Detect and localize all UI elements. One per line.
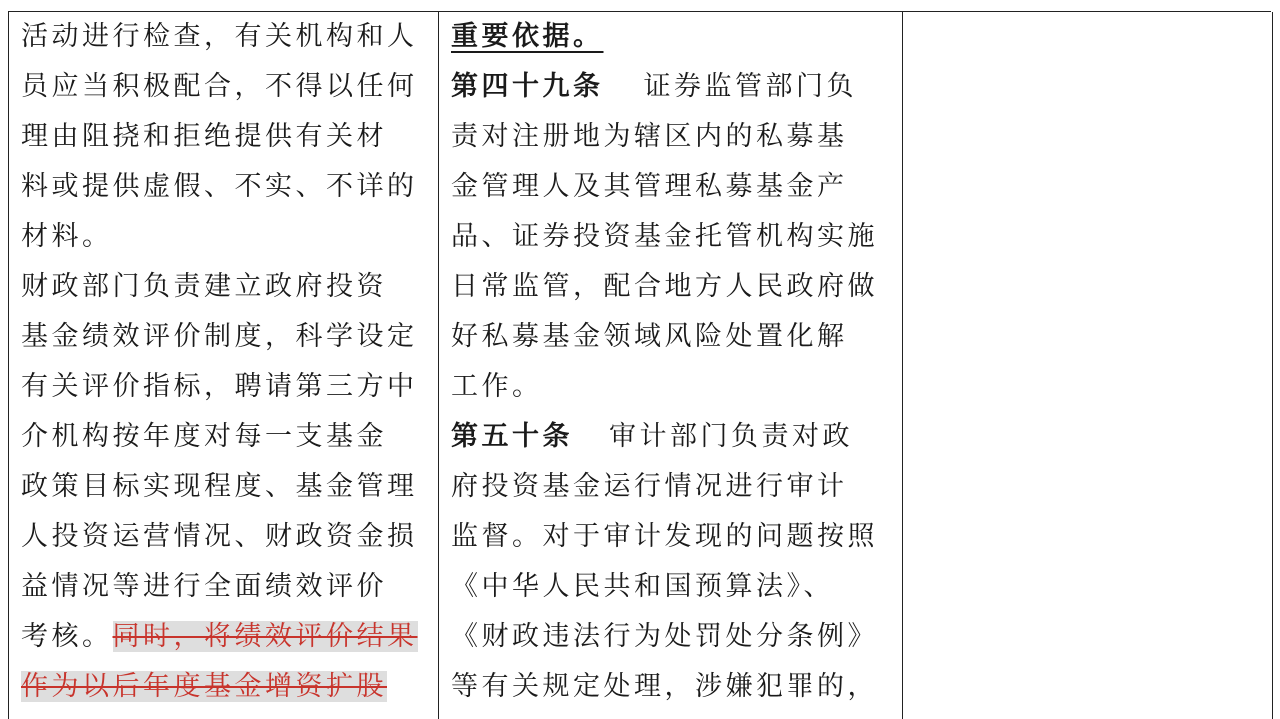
article-50-text: 审计部门负责对政 — [609, 421, 853, 452]
text-line — [21, 662, 439, 712]
text-line: 品、证券投资基金托管机构实施 — [451, 221, 878, 252]
section-heading: 重要依据。 — [451, 21, 604, 52]
text-line: 人投资运营情况、财政资金损 — [21, 521, 418, 552]
text-line: 政策目标实现程度、基金管理 — [21, 471, 418, 502]
text-line: 责对注册地为辖区内的私募基 — [451, 121, 848, 152]
text-line: 介机构按年度对每一支基金 — [21, 421, 387, 452]
text-line — [451, 12, 903, 62]
text-line: 活动进行检查，有关机构和人 — [21, 21, 418, 52]
deleted-text: 作为以后年度基金增资扩股 — [21, 671, 387, 702]
column-text — [439, 12, 903, 712]
text-line: 等有关规定处理，涉嫌犯罪的， — [451, 671, 878, 702]
text-line — [21, 612, 439, 662]
article-49-title: 第四十九条 — [451, 71, 604, 102]
deleted-text: 同时，将绩效评价结果 — [112, 621, 418, 652]
text-line: 员应当积极配合，不得以任何 — [21, 71, 418, 102]
text-line: 益情况等进行全面绩效评价 — [21, 571, 387, 602]
text-line: 《中华人民共和国预算法》、 — [451, 571, 834, 602]
text-line: 《财政违法行为处罚处分条例》 — [451, 621, 878, 652]
text-line: 有关评价指标，聘请第三方中 — [21, 371, 418, 402]
article-50-title: 第五十条 — [451, 421, 573, 452]
text-line: 日常监管，配合地方人民政府做 — [451, 271, 878, 302]
table-column-notes — [902, 12, 1273, 719]
text-line: 材料。 — [21, 221, 113, 252]
table-column-original — [8, 12, 439, 719]
text-line: 料或提供虚假、不实、不详的 — [21, 171, 418, 202]
text-line: 理由阻挠和拒绝提供有关材 — [21, 121, 387, 152]
text-line: 监督。对于审计发现的问题按照 — [451, 521, 878, 552]
text-line: 好私募基金领域风险处置化解 — [451, 321, 848, 352]
text-line: 金管理人及其管理私募基金产 — [451, 171, 848, 202]
text-line: 工作。 — [451, 371, 543, 402]
column-text — [9, 12, 439, 712]
text-line — [451, 412, 903, 462]
text-line — [451, 62, 903, 112]
text-line: 财政部门负责建立政府投资 — [21, 271, 387, 302]
comparison-table — [8, 11, 1271, 719]
plain-text: 考核。 — [21, 621, 113, 652]
text-line: 基金绩效评价制度，科学设定 — [21, 321, 418, 352]
article-49-text: 证券监管部门负 — [643, 71, 857, 102]
table-column-revised — [438, 12, 903, 719]
text-line: 府投资基金运行情况进行审计 — [451, 471, 848, 502]
